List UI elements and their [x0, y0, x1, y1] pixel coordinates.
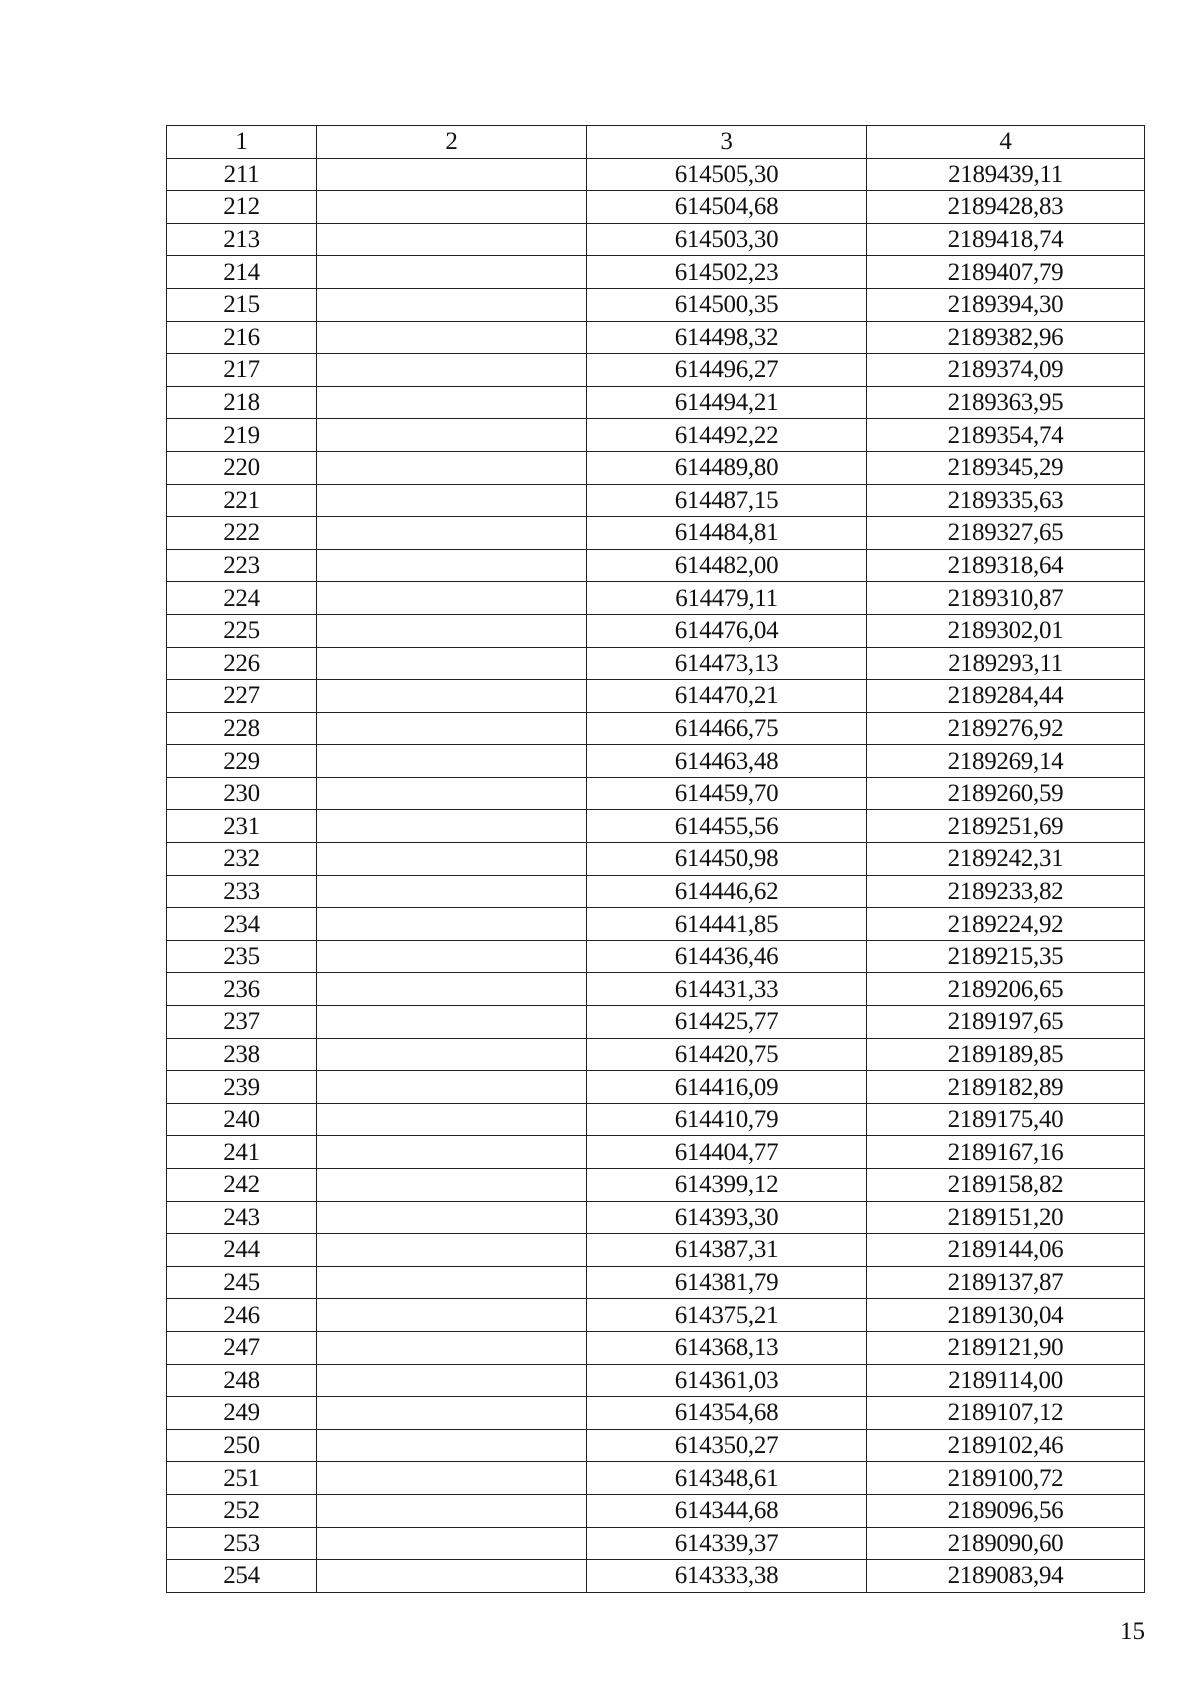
y-coordinate-cell: 2189167,16: [867, 1136, 1145, 1169]
x-coordinate-cell: 614387,31: [587, 1234, 867, 1267]
y-coordinate-cell: 2189394,30: [867, 288, 1145, 321]
description-cell: [317, 1429, 587, 1462]
y-coordinate-cell: 2189158,82: [867, 1169, 1145, 1202]
x-coordinate-cell: 614459,70: [587, 777, 867, 810]
y-coordinate-cell: 2189260,59: [867, 777, 1145, 810]
y-coordinate-cell: 2189310,87: [867, 582, 1145, 615]
y-coordinate-cell: 2189144,06: [867, 1234, 1145, 1267]
x-coordinate-cell: 614375,21: [587, 1299, 867, 1332]
point-number-cell: 215: [167, 288, 317, 321]
table-row: [167, 1006, 1145, 1039]
table-row: [167, 517, 1145, 550]
y-coordinate-cell: 2189107,12: [867, 1397, 1145, 1430]
table-row: [167, 875, 1145, 908]
x-coordinate-cell: 614498,32: [587, 321, 867, 354]
x-coordinate-cell: 614441,85: [587, 908, 867, 941]
description-cell: [317, 1136, 587, 1169]
point-number-cell: 248: [167, 1364, 317, 1397]
table-row: [167, 712, 1145, 745]
table-row: [167, 1462, 1145, 1495]
x-coordinate-cell: 614484,81: [587, 517, 867, 550]
y-coordinate-cell: 2189407,79: [867, 256, 1145, 289]
description-cell: [317, 419, 587, 452]
description-cell: [317, 1266, 587, 1299]
point-number-cell: 226: [167, 647, 317, 680]
description-cell: [317, 582, 587, 615]
y-coordinate-cell: 2189345,29: [867, 451, 1145, 484]
point-number-cell: 224: [167, 582, 317, 615]
x-coordinate-cell: 614479,11: [587, 582, 867, 615]
table-row: [167, 1169, 1145, 1202]
point-number-cell: 220: [167, 451, 317, 484]
point-number-cell: 227: [167, 680, 317, 713]
x-coordinate-cell: 614455,56: [587, 810, 867, 843]
x-coordinate-cell: 614505,30: [587, 158, 867, 191]
y-coordinate-cell: 2189439,11: [867, 158, 1145, 191]
description-cell: [317, 549, 587, 582]
y-coordinate-cell: 2189276,92: [867, 712, 1145, 745]
y-coordinate-cell: 2189233,82: [867, 875, 1145, 908]
y-coordinate-cell: 2189182,89: [867, 1071, 1145, 1104]
description-cell: [317, 354, 587, 387]
y-coordinate-cell: 2189100,72: [867, 1462, 1145, 1495]
table-row: [167, 223, 1145, 256]
description-cell: [317, 386, 587, 419]
table-row: [167, 1071, 1145, 1104]
table-row: [167, 777, 1145, 810]
table-row: [167, 680, 1145, 713]
table-row: [167, 321, 1145, 354]
x-coordinate-cell: 614410,79: [587, 1103, 867, 1136]
x-coordinate-cell: 614476,04: [587, 614, 867, 647]
table-row: [167, 386, 1145, 419]
x-coordinate-cell: 614496,27: [587, 354, 867, 387]
table-row: [167, 451, 1145, 484]
point-number-cell: 241: [167, 1136, 317, 1169]
x-coordinate-cell: 614416,09: [587, 1071, 867, 1104]
y-coordinate-cell: 2189269,14: [867, 745, 1145, 778]
x-coordinate-cell: 614404,77: [587, 1136, 867, 1169]
y-coordinate-cell: 2189242,31: [867, 843, 1145, 876]
table-row: [167, 1136, 1145, 1169]
point-number-cell: 231: [167, 810, 317, 843]
description-cell: [317, 1364, 587, 1397]
point-number-cell: 245: [167, 1266, 317, 1299]
table-row: [167, 288, 1145, 321]
y-coordinate-cell: 2189335,63: [867, 484, 1145, 517]
description-cell: [317, 1201, 587, 1234]
point-number-cell: 211: [167, 158, 317, 191]
y-coordinate-cell: 2189206,65: [867, 973, 1145, 1006]
column-header-1: 1: [167, 126, 317, 159]
y-coordinate-cell: 2189090,60: [867, 1527, 1145, 1560]
y-coordinate-cell: 2189224,92: [867, 908, 1145, 941]
description-cell: [317, 158, 587, 191]
description-cell: [317, 940, 587, 973]
x-coordinate-cell: 614381,79: [587, 1266, 867, 1299]
description-cell: [317, 1071, 587, 1104]
table-row: [167, 973, 1145, 1006]
point-number-cell: 212: [167, 191, 317, 224]
table-row: [167, 1234, 1145, 1267]
description-cell: [317, 1006, 587, 1039]
description-cell: [317, 191, 587, 224]
x-coordinate-cell: 614393,30: [587, 1201, 867, 1234]
point-number-cell: 240: [167, 1103, 317, 1136]
x-coordinate-cell: 614492,22: [587, 419, 867, 452]
y-coordinate-cell: 2189284,44: [867, 680, 1145, 713]
x-coordinate-cell: 614446,62: [587, 875, 867, 908]
page-number: 15: [1120, 1618, 1145, 1645]
table-row: [167, 1103, 1145, 1136]
description-cell: [317, 1527, 587, 1560]
table-row: [167, 614, 1145, 647]
point-number-cell: 218: [167, 386, 317, 419]
point-number-cell: 239: [167, 1071, 317, 1104]
table-header-row: [167, 126, 1145, 159]
x-coordinate-cell: 614470,21: [587, 680, 867, 713]
x-coordinate-cell: 614333,38: [587, 1560, 867, 1593]
point-number-cell: 247: [167, 1331, 317, 1364]
y-coordinate-cell: 2189382,96: [867, 321, 1145, 354]
point-number-cell: 223: [167, 549, 317, 582]
point-number-cell: 233: [167, 875, 317, 908]
point-number-cell: 244: [167, 1234, 317, 1267]
point-number-cell: 225: [167, 614, 317, 647]
description-cell: [317, 680, 587, 713]
table-row: [167, 1527, 1145, 1560]
description-cell: [317, 256, 587, 289]
point-number-cell: 230: [167, 777, 317, 810]
point-number-cell: 232: [167, 843, 317, 876]
table-row: [167, 647, 1145, 680]
point-number-cell: 243: [167, 1201, 317, 1234]
point-number-cell: 216: [167, 321, 317, 354]
x-coordinate-cell: 614399,12: [587, 1169, 867, 1202]
y-coordinate-cell: 2189130,04: [867, 1299, 1145, 1332]
y-coordinate-cell: 2189189,85: [867, 1038, 1145, 1071]
x-coordinate-cell: 614489,80: [587, 451, 867, 484]
point-number-cell: 214: [167, 256, 317, 289]
table-row: [167, 1429, 1145, 1462]
x-coordinate-cell: 614361,03: [587, 1364, 867, 1397]
point-number-cell: 249: [167, 1397, 317, 1430]
description-cell: [317, 647, 587, 680]
y-coordinate-cell: 2189197,65: [867, 1006, 1145, 1039]
description-cell: [317, 745, 587, 778]
table-row: [167, 810, 1145, 843]
description-cell: [317, 1038, 587, 1071]
x-coordinate-cell: 614368,13: [587, 1331, 867, 1364]
y-coordinate-cell: 2189327,65: [867, 517, 1145, 550]
y-coordinate-cell: 2189215,35: [867, 940, 1145, 973]
y-coordinate-cell: 2189251,69: [867, 810, 1145, 843]
y-coordinate-cell: 2189175,40: [867, 1103, 1145, 1136]
point-number-cell: 234: [167, 908, 317, 941]
point-number-cell: 246: [167, 1299, 317, 1332]
point-number-cell: 238: [167, 1038, 317, 1071]
table-row: [167, 1494, 1145, 1527]
y-coordinate-cell: 2189083,94: [867, 1560, 1145, 1593]
y-coordinate-cell: 2189363,95: [867, 386, 1145, 419]
x-coordinate-cell: 614487,15: [587, 484, 867, 517]
table-row: [167, 745, 1145, 778]
point-number-cell: 219: [167, 419, 317, 452]
coordinates-table: [166, 125, 1145, 1593]
x-coordinate-cell: 614466,75: [587, 712, 867, 745]
table-row: [167, 1266, 1145, 1299]
description-cell: [317, 1494, 587, 1527]
x-coordinate-cell: 614339,37: [587, 1527, 867, 1560]
column-header-4: 4: [867, 126, 1145, 159]
table-row: [167, 256, 1145, 289]
y-coordinate-cell: 2189114,00: [867, 1364, 1145, 1397]
description-cell: [317, 1234, 587, 1267]
column-header-2: 2: [317, 126, 587, 159]
x-coordinate-cell: 614450,98: [587, 843, 867, 876]
y-coordinate-cell: 2189428,83: [867, 191, 1145, 224]
y-coordinate-cell: 2189096,56: [867, 1494, 1145, 1527]
description-cell: [317, 1462, 587, 1495]
description-cell: [317, 614, 587, 647]
x-coordinate-cell: 614504,68: [587, 191, 867, 224]
x-coordinate-cell: 614354,68: [587, 1397, 867, 1430]
table-row: [167, 843, 1145, 876]
point-number-cell: 235: [167, 940, 317, 973]
table-row: [167, 549, 1145, 582]
point-number-cell: 229: [167, 745, 317, 778]
point-number-cell: 237: [167, 1006, 317, 1039]
table-row: [167, 419, 1145, 452]
description-cell: [317, 517, 587, 550]
x-coordinate-cell: 614494,21: [587, 386, 867, 419]
y-coordinate-cell: 2189418,74: [867, 223, 1145, 256]
description-cell: [317, 223, 587, 256]
description-cell: [317, 321, 587, 354]
table-row: [167, 1299, 1145, 1332]
description-cell: [317, 1331, 587, 1364]
description-cell: [317, 451, 587, 484]
y-coordinate-cell: 2189318,64: [867, 549, 1145, 582]
point-number-cell: 253: [167, 1527, 317, 1560]
x-coordinate-cell: 614502,23: [587, 256, 867, 289]
table-row: [167, 158, 1145, 191]
table-row: [167, 1331, 1145, 1364]
point-number-cell: 213: [167, 223, 317, 256]
table-row: [167, 1560, 1145, 1593]
description-cell: [317, 1103, 587, 1136]
table-row: [167, 582, 1145, 615]
point-number-cell: 222: [167, 517, 317, 550]
table-row: [167, 191, 1145, 224]
table-row: [167, 940, 1145, 973]
point-number-cell: 252: [167, 1494, 317, 1527]
x-coordinate-cell: 614425,77: [587, 1006, 867, 1039]
x-coordinate-cell: 614503,30: [587, 223, 867, 256]
y-coordinate-cell: 2189302,01: [867, 614, 1145, 647]
y-coordinate-cell: 2189151,20: [867, 1201, 1145, 1234]
description-cell: [317, 843, 587, 876]
x-coordinate-cell: 614463,48: [587, 745, 867, 778]
description-cell: [317, 1299, 587, 1332]
y-coordinate-cell: 2189102,46: [867, 1429, 1145, 1462]
y-coordinate-cell: 2189374,09: [867, 354, 1145, 387]
description-cell: [317, 973, 587, 1006]
point-number-cell: 250: [167, 1429, 317, 1462]
description-cell: [317, 288, 587, 321]
y-coordinate-cell: 2189354,74: [867, 419, 1145, 452]
x-coordinate-cell: 614420,75: [587, 1038, 867, 1071]
table-row: [167, 1364, 1145, 1397]
x-coordinate-cell: 614350,27: [587, 1429, 867, 1462]
point-number-cell: 217: [167, 354, 317, 387]
point-number-cell: 242: [167, 1169, 317, 1202]
x-coordinate-cell: 614482,00: [587, 549, 867, 582]
description-cell: [317, 875, 587, 908]
column-header-3: 3: [587, 126, 867, 159]
table-body: [167, 158, 1145, 1592]
description-cell: [317, 1397, 587, 1430]
description-cell: [317, 484, 587, 517]
x-coordinate-cell: 614473,13: [587, 647, 867, 680]
table-row: [167, 1038, 1145, 1071]
point-number-cell: 236: [167, 973, 317, 1006]
description-cell: [317, 1169, 587, 1202]
y-coordinate-cell: 2189121,90: [867, 1331, 1145, 1364]
table-row: [167, 484, 1145, 517]
x-coordinate-cell: 614431,33: [587, 973, 867, 1006]
table-row: [167, 1397, 1145, 1430]
description-cell: [317, 712, 587, 745]
description-cell: [317, 908, 587, 941]
y-coordinate-cell: 2189137,87: [867, 1266, 1145, 1299]
description-cell: [317, 810, 587, 843]
table-row: [167, 908, 1145, 941]
point-number-cell: 254: [167, 1560, 317, 1593]
description-cell: [317, 777, 587, 810]
description-cell: [317, 1560, 587, 1593]
point-number-cell: 221: [167, 484, 317, 517]
y-coordinate-cell: 2189293,11: [867, 647, 1145, 680]
x-coordinate-cell: 614500,35: [587, 288, 867, 321]
table-row: [167, 1201, 1145, 1234]
table-row: [167, 354, 1145, 387]
point-number-cell: 251: [167, 1462, 317, 1495]
x-coordinate-cell: 614344,68: [587, 1494, 867, 1527]
x-coordinate-cell: 614436,46: [587, 940, 867, 973]
x-coordinate-cell: 614348,61: [587, 1462, 867, 1495]
point-number-cell: 228: [167, 712, 317, 745]
